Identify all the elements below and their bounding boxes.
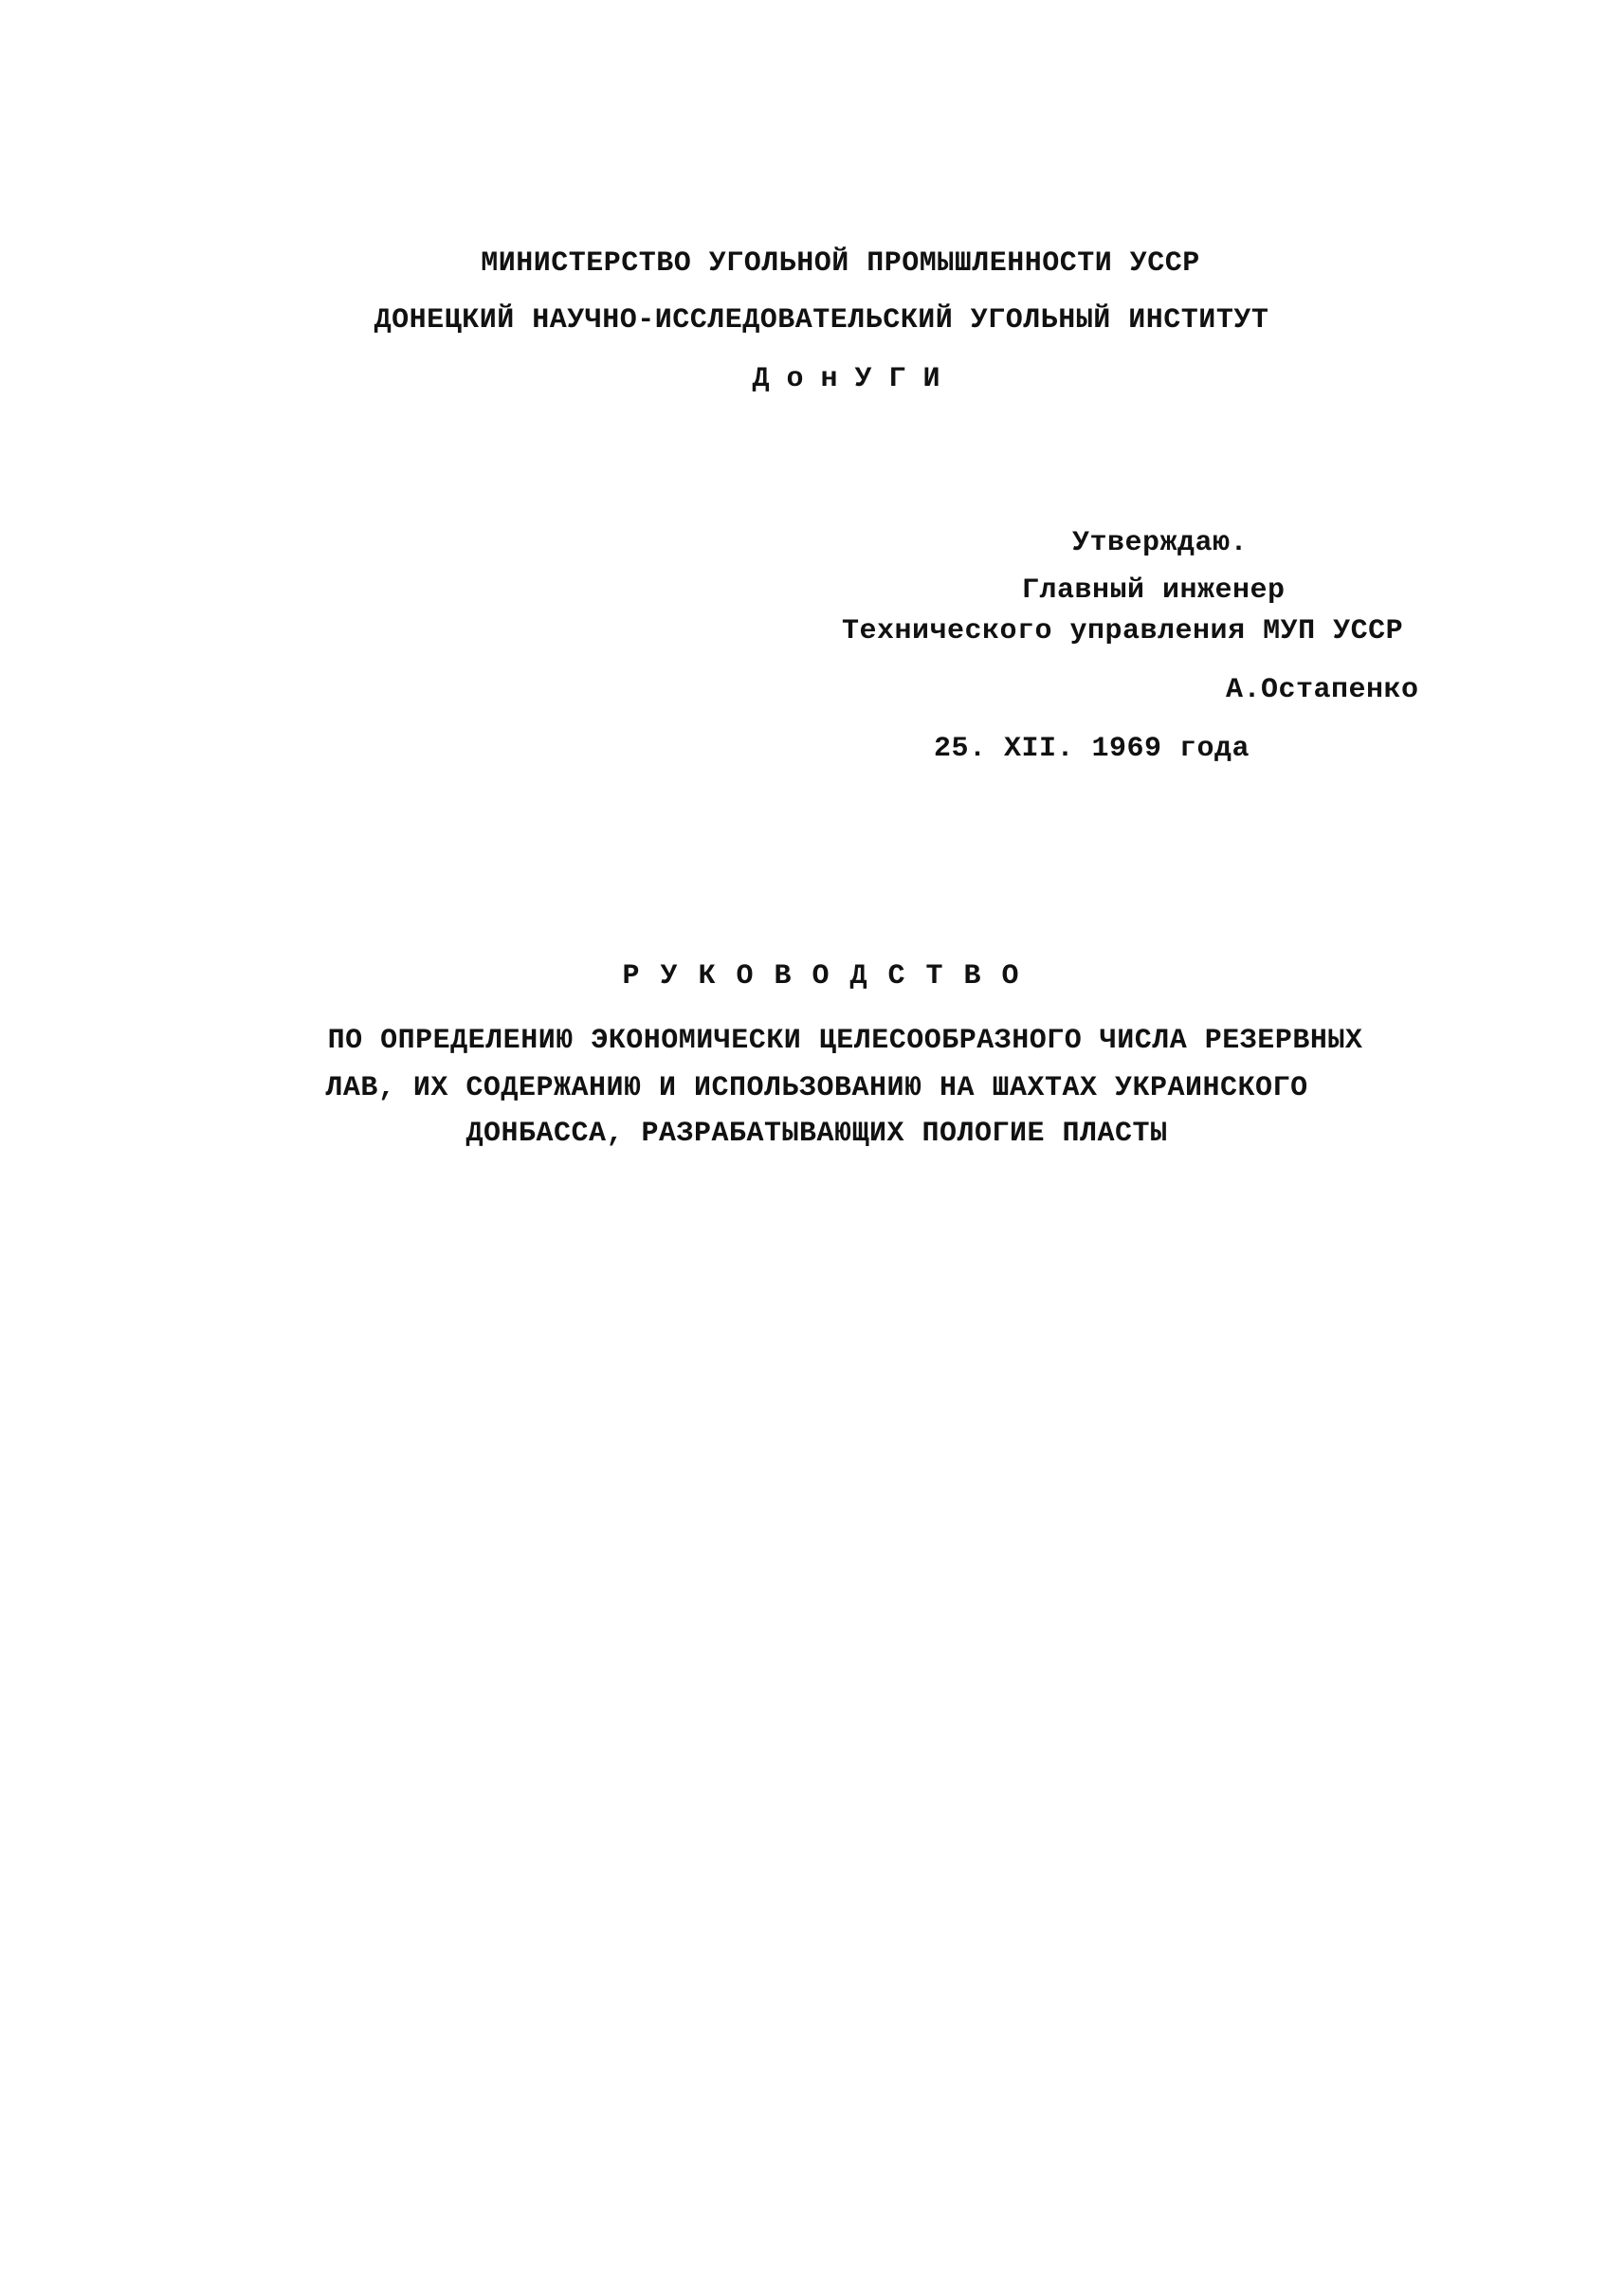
approver-position: Главный инженер: [1022, 574, 1286, 607]
document-title-heading: РУКОВОДСТВО: [622, 960, 1040, 993]
approval-date: 25. XII. 1969 года: [934, 733, 1250, 765]
approver-department: Технического управления МУП УССР: [842, 615, 1404, 647]
document-title-line-2: ЛАВ, ИХ СОДЕРЖАНИЮ И ИСПОЛЬЗОВАНИЮ НА ШАХТАХ УКРАИНСКОГО: [325, 1072, 1308, 1104]
ministry-heading: МИНИСТЕРСТВО УГОЛЬНОЙ ПРОМЫШЛЕННОСТИ УССР: [481, 247, 1200, 280]
document-title-line-3: ДОНБАССА, РАЗРАБАТЫВАЮЩИХ ПОЛОГИЕ ПЛАСТЫ: [465, 1118, 1168, 1150]
approval-stamp-word: Утверждаю.: [1072, 527, 1249, 559]
document-title-line-1: ПО ОПРЕДЕЛЕНИЮ ЭКОНОМИЧЕСКИ ЦЕЛЕСООБРАЗНОГО ЧИСЛА РЕЗЕРВНЫХ: [327, 1025, 1363, 1057]
approver-name: А.Остапенко: [1226, 674, 1419, 706]
institute-abbreviation: ДонУГИ: [752, 363, 958, 395]
institute-heading: ДОНЕЦКИЙ НАУЧНО-ИССЛЕДОВАТЕЛЬСКИЙ УГОЛЬНЫЙ ИНСТИТУТ: [374, 304, 1269, 337]
